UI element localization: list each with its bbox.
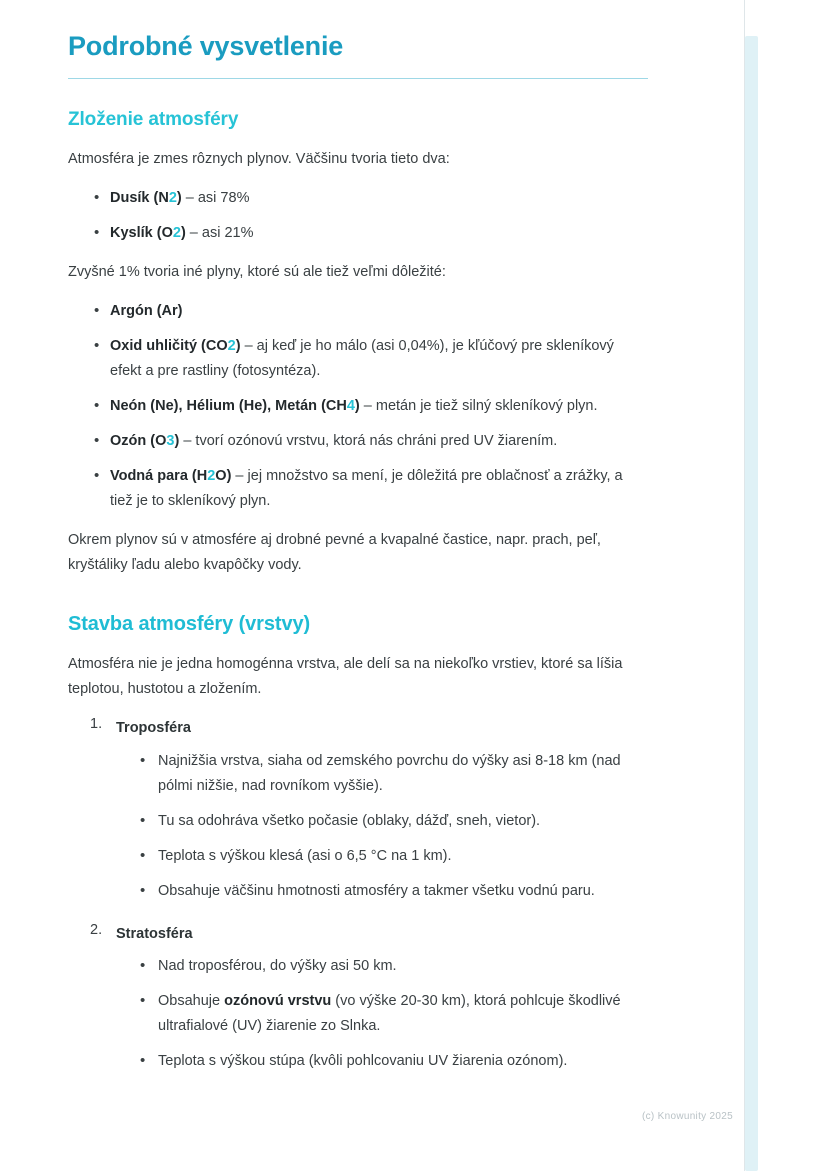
gas-subscript: 4	[346, 398, 355, 415]
list-item	[94, 334, 648, 384]
gas-term-end: )	[354, 398, 360, 415]
list-item: • Nad troposférou, do výšky asi 50 km.	[140, 954, 648, 979]
layer-number	[90, 716, 102, 732]
gas-term: Kyslík (O	[110, 225, 173, 242]
gas-subscript: 2	[227, 338, 236, 355]
gas-detail: – metán je tiež silný skleníkový plyn.	[359, 398, 598, 415]
gas-subscript: 3	[166, 433, 175, 450]
gas-detail: – tvorí ozónovú vrstvu, ktorá nás chráni pred UV žiarením.	[179, 433, 558, 450]
gas-detail: – jej množstvo sa mení, je dôležitá pre oblačnosť a zrážky, a tiež je to skleníkový plyn.	[110, 468, 623, 509]
layer-facts-list	[116, 954, 648, 1074]
page-title: Podrobné vysvetlenie	[68, 31, 344, 61]
watermark-text: (c) Knowunity 2025	[641, 1111, 733, 1122]
list-item: • Tu sa odohráva všetko počasie (oblaky, dážď, sneh, vietor).	[140, 809, 648, 834]
minor-gases-intro-text: Zvyšné 1% tvoria iné plyny, ktoré sú ale tiež veľmi dôležité:	[68, 264, 446, 280]
gas-term: Neón (Ne), Hélium (He), Metán (CH	[110, 398, 347, 415]
list-item	[94, 464, 648, 514]
gas-detail: – asi 78%	[181, 190, 250, 207]
list-item	[94, 299, 648, 324]
list-item	[94, 429, 648, 454]
section-heading-composition: Zloženie atmosféry	[68, 108, 239, 130]
gas-term-end: )	[174, 433, 180, 450]
gas-detail: – asi 21%	[185, 225, 254, 242]
ozone-layer-emphasis: ozónovú vrstvu	[224, 993, 332, 1010]
gas-term-end: )	[180, 225, 186, 242]
section-heading-structure: Stavba atmosféry (vrstvy)	[68, 612, 311, 635]
list-item: • Teplota s výškou stúpa (kvôli pohlcovaniu UV žiarenia ozónom).	[140, 1049, 648, 1074]
composition-outro-text: Okrem plynov sú v atmosfére aj drobné pevné a kvapalné častice, napr. prach, peľ, kryštáliky ľadu alebo kvapôčky vody.	[68, 531, 601, 574]
minor-gases-list	[68, 299, 648, 514]
list-item	[94, 221, 648, 246]
document-content	[68, 30, 648, 1092]
layer-number	[90, 922, 102, 938]
layer-name: Stratosféra	[116, 925, 193, 942]
structure-intro-text: Atmosféra nie je jedna homogénna vrstva, ale delí sa na niekoľko vrstiev, ktoré sa líšia teplotou, hustotou a zložením.	[68, 655, 623, 698]
gas-term-end: )	[235, 338, 241, 355]
title-divider	[68, 78, 648, 79]
composition-intro-text: Atmosféra je zmes rôznych plynov. Väčšinu tvoria tieto dva:	[68, 150, 450, 167]
list-item: • Obsahuje ozónovú vrstvu (vo výške 20-30 km), ktorá pohlcuje škodlivé ultrafialové (UV) žiarenie zo Slnka.	[140, 989, 648, 1039]
list-item: • Najnižšia vrstva, siaha od zemského povrchu do výšky asi 8-18 km (nad pólmi nižšie, nad rovníkom vyššie).	[140, 749, 648, 799]
gas-term: Argón (Ar)	[110, 303, 183, 320]
gas-term-end: )	[176, 190, 182, 207]
list-item: • Obsahuje väčšinu hmotnosti atmosféry a takmer všetku vodnú paru.	[140, 879, 648, 904]
gas-term: Dusík (N	[110, 190, 169, 207]
layer-name: Troposféra	[116, 720, 191, 737]
layers-list	[68, 716, 648, 1074]
list-item	[94, 394, 648, 419]
scrollbar-thumb[interactable]	[745, 36, 758, 1171]
gas-term: Oxid uhličitý (CO	[110, 338, 228, 355]
list-item	[94, 186, 648, 211]
gas-term-end: O)	[215, 468, 232, 485]
main-gases-list	[68, 186, 648, 246]
list-item: • Teplota s výškou klesá (asi o 6,5 °C na 1 km).	[140, 844, 648, 869]
layer-facts-list	[116, 749, 648, 904]
gas-subscript: 2	[172, 225, 181, 242]
list-item	[90, 716, 648, 903]
list-item	[90, 922, 648, 1074]
gas-subscript: 2	[207, 468, 216, 485]
gas-term: Ozón (O	[110, 433, 167, 450]
gas-term: Vodná para (H	[110, 468, 208, 485]
gas-detail: – aj keď je ho málo (asi 0,04%), je kľúčový pre skleníkový efekt a pre rastliny (fotosyntéza).	[110, 338, 614, 380]
gas-subscript: 2	[168, 190, 177, 207]
